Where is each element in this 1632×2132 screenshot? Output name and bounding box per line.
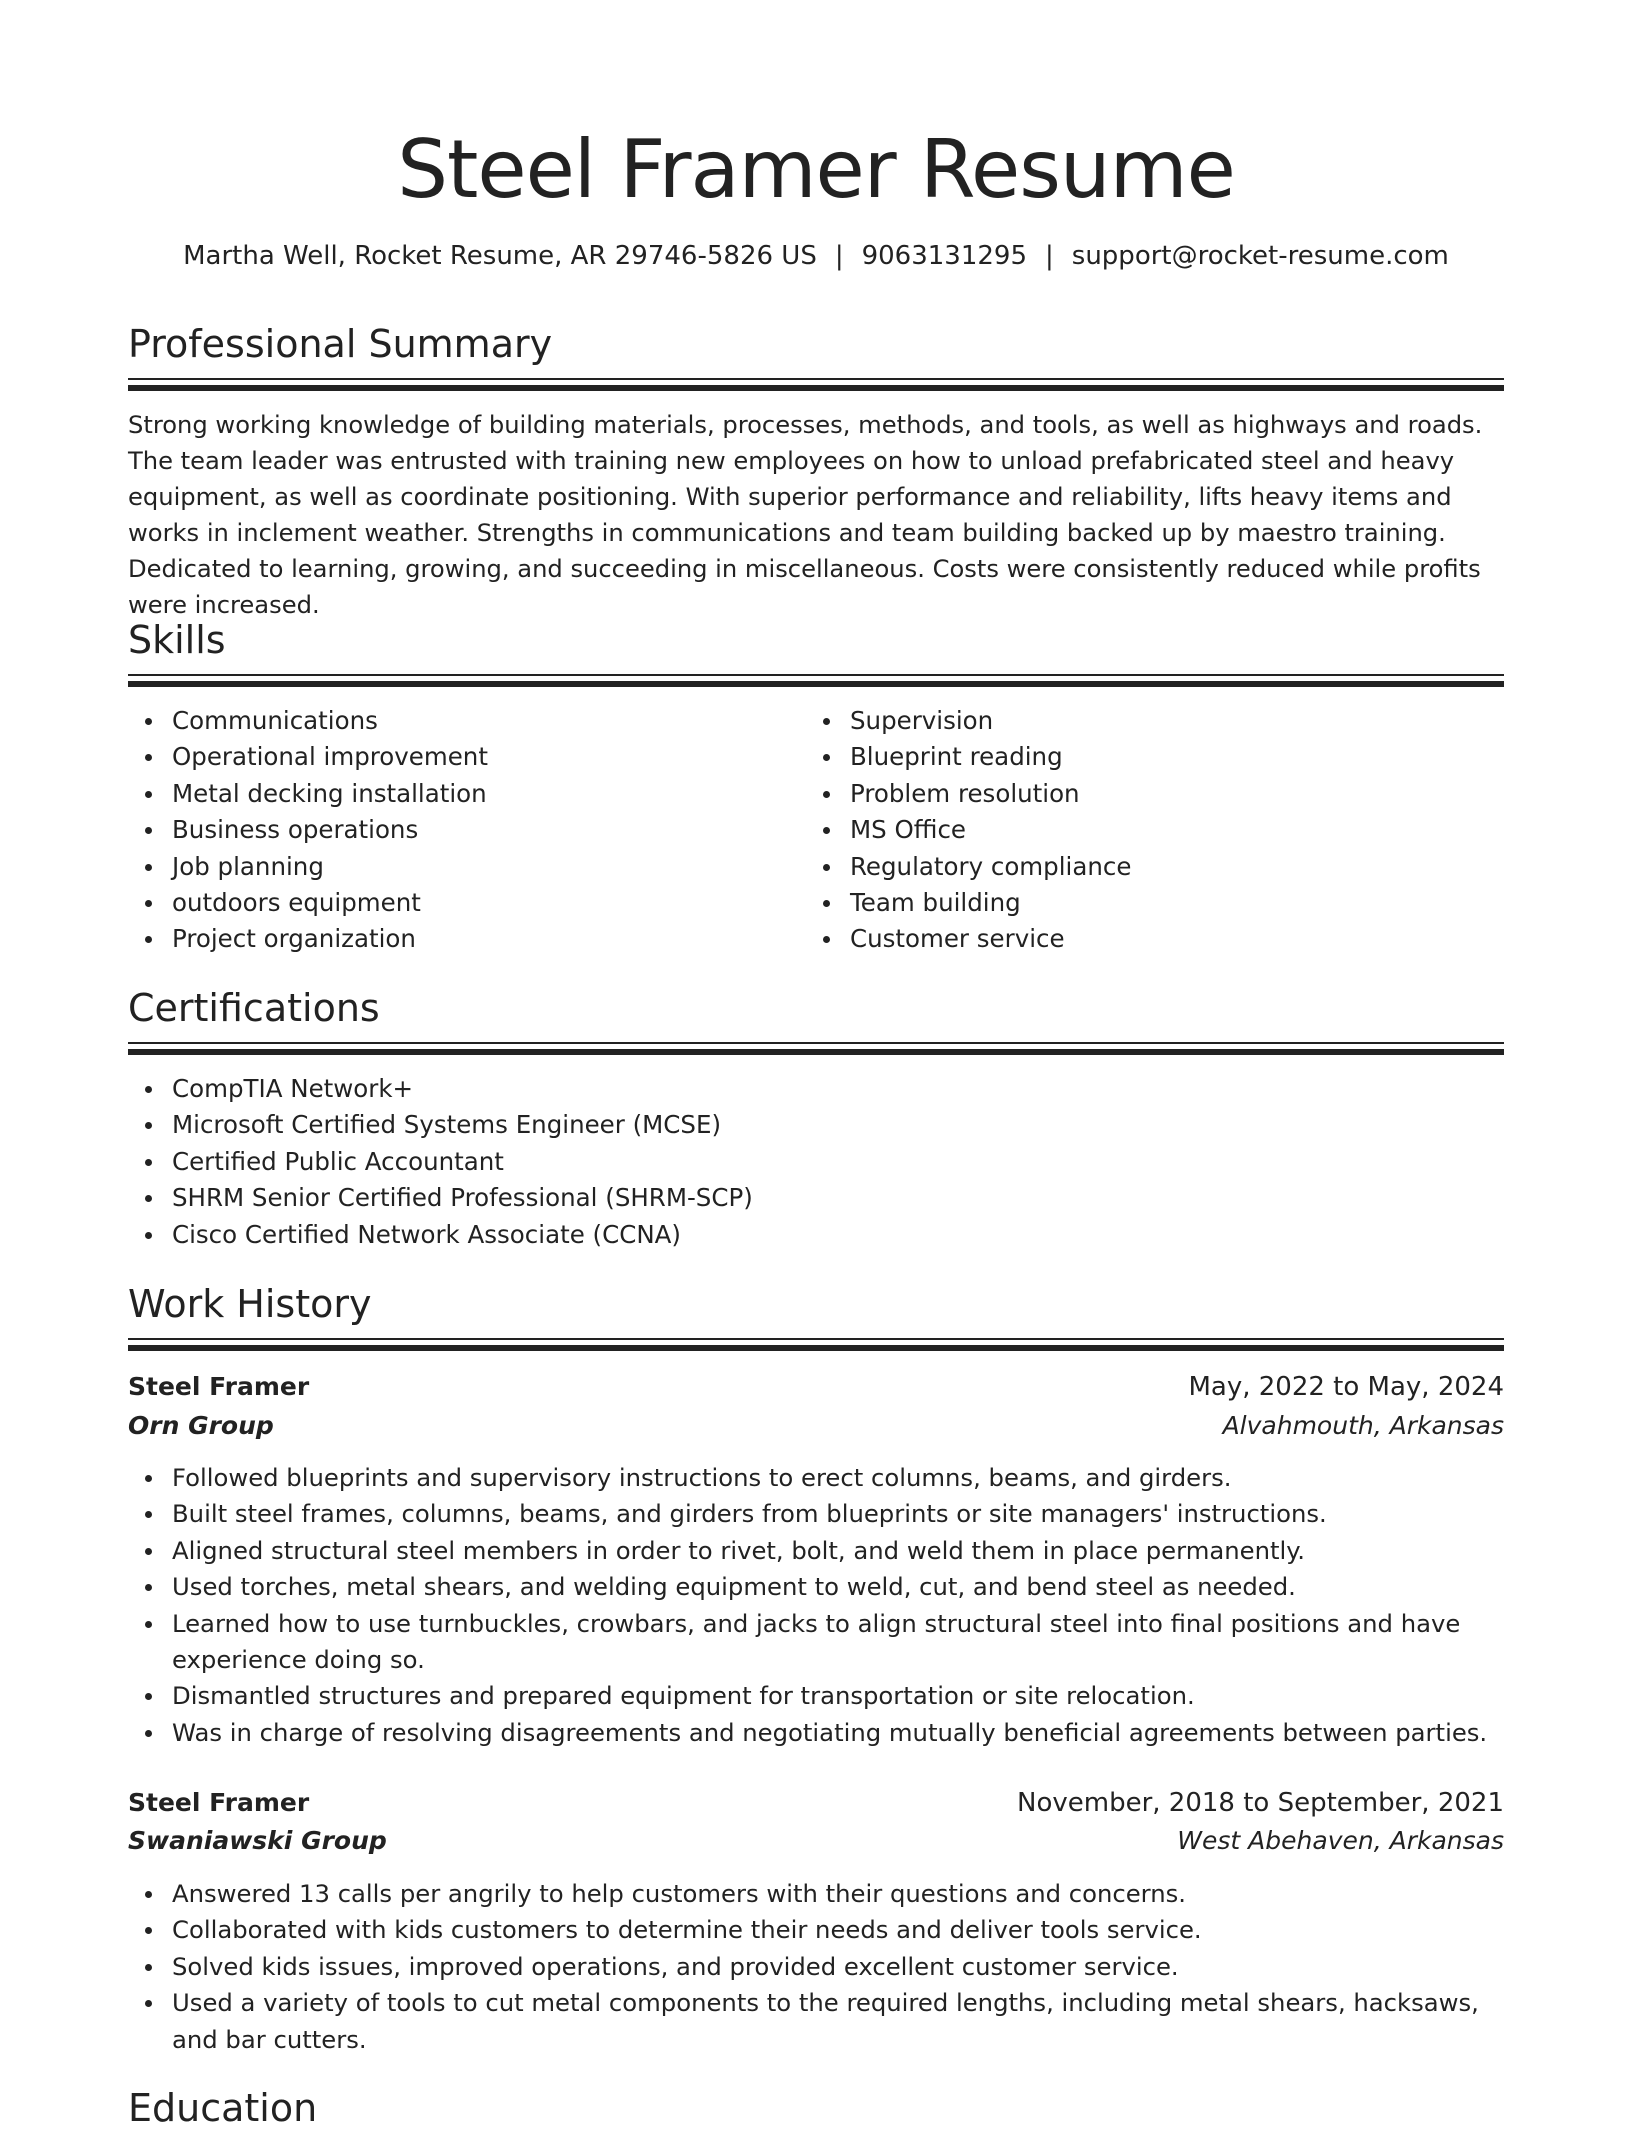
skills-heading: Skills [128, 618, 226, 662]
certification-item: SHRM Senior Certified Professional (SHRM-SCP) [172, 1180, 1504, 1216]
summary-heading: Professional Summary [128, 322, 553, 366]
skill-item: Project organization [172, 921, 768, 957]
section-divider [128, 674, 1504, 686]
contact-email: support@rocket-resume.com [1071, 241, 1449, 271]
contact-line [128, 238, 1504, 274]
skill-item: Team building [850, 885, 1446, 921]
contact-separator: | [834, 241, 844, 271]
job-duty-item: Dismantled structures and prepared equipment for transportation or site relocation. [172, 1678, 1504, 1714]
skill-item: Regulatory compliance [850, 849, 1446, 885]
job-duty-item: Was in charge of resolving disagreements and negotiating mutually beneficial agreements between parties. [172, 1715, 1504, 1751]
job-duty-item: Used torches, metal shears, and welding equipment to weld, cut, and bend steel as needed. [172, 1569, 1504, 1605]
skill-item: Operational improvement [172, 739, 768, 775]
section-divider [128, 1042, 1504, 1054]
skill-item: Business operations [172, 812, 768, 848]
skills-right-list [806, 703, 1446, 958]
skills-left-column [128, 703, 768, 958]
contact-phone: 9063131295 [861, 241, 1028, 271]
skills-left-list [128, 703, 768, 958]
resume-title: Steel Framer Resume [397, 123, 1235, 216]
skill-item: Job planning [172, 849, 768, 885]
skill-item: Metal decking installation [172, 776, 768, 812]
certifications-heading: Certifications [128, 986, 380, 1030]
skill-item: Supervision [850, 703, 1446, 739]
education-heading: Education [128, 2086, 318, 2130]
certification-item: Microsoft Certified Systems Engineer (MCSE) [172, 1107, 1504, 1143]
job-duties-list [128, 1460, 1504, 1751]
section-divider [128, 378, 1504, 390]
job-title: Steel Framer [128, 1788, 310, 1817]
job-location: West Abehaven, Arkansas [1177, 1826, 1504, 1855]
skill-item: Blueprint reading [850, 739, 1446, 775]
job-duty-item: Followed blueprints and supervisory instructions to erect columns, beams, and girders. [172, 1460, 1504, 1496]
job-company: Swaniawski Group [128, 1826, 387, 1855]
job-company: Orn Group [128, 1411, 274, 1440]
job-duty-item: Learned how to use turnbuckles, crowbars, and jacks to align structural steel into final positions and have experience doing so. [172, 1606, 1504, 1679]
job-duties [128, 1460, 1504, 1751]
job-duties-list [128, 1876, 1504, 2058]
job-duty-item: Collaborated with kids customers to determine their needs and deliver tools service. [172, 1912, 1504, 1948]
job-duty-item: Solved kids issues, improved operations, and provided excellent customer service. [172, 1949, 1504, 1985]
job-dates: May, 2022 to May, 2024 [1188, 1372, 1504, 1402]
job-duty-item: Used a variety of tools to cut metal components to the required lengths, including metal shears, hacksaws, and bar cutters. [172, 1985, 1504, 2058]
job-duty-item: Built steel frames, columns, beams, and girders from blueprints or site managers' instructions. [172, 1496, 1504, 1532]
certification-item: Cisco Certified Network Associate (CCNA) [172, 1217, 1504, 1253]
job-location: Alvahmouth, Arkansas [1222, 1411, 1504, 1440]
certification-item: CompTIA Network+ [172, 1071, 1504, 1107]
job-dates: November, 2018 to September, 2021 [1017, 1788, 1504, 1818]
skill-item: outdoors equipment [172, 885, 768, 921]
work-history-heading: Work History [128, 1282, 372, 1326]
certification-item: Certified Public Accountant [172, 1144, 1504, 1180]
contact-address: Martha Well, Rocket Resume, AR 29746-5826 US [183, 241, 817, 271]
section-divider [128, 1338, 1504, 1350]
contact-separator: | [1045, 241, 1054, 271]
job-duty-item: Answered 13 calls per angrily to help customers with their questions and concerns. [172, 1876, 1504, 1912]
skill-item: MS Office [850, 812, 1446, 848]
skills-right-column [806, 703, 1446, 958]
summary-text: Strong working knowledge of building materials, processes, methods, and tools, as well as highways and roads. The team leader was entrusted with training new employees on how to unload prefabricated steel and heavy equipment, as well as coordinate positioning. With superior performance and reliability, lifts heavy items and works in inclement weather. Strengths in communications and team building backed up by maestro training. Dedicated to learning, growing, and succeeding in miscellaneous. Costs were consistently reduced while profits were increased. [128, 411, 1483, 619]
job-duty-item: Aligned structural steel members in order to rivet, bolt, and weld them in place permanently. [172, 1533, 1504, 1569]
job-title: Steel Framer [128, 1372, 310, 1401]
certifications-list-container [128, 1071, 1504, 1253]
skill-item: Communications [172, 703, 768, 739]
skill-item: Problem resolution [850, 776, 1446, 812]
skill-item: Customer service [850, 921, 1446, 957]
job-duties [128, 1876, 1504, 2058]
certifications-list [128, 1071, 1504, 1253]
